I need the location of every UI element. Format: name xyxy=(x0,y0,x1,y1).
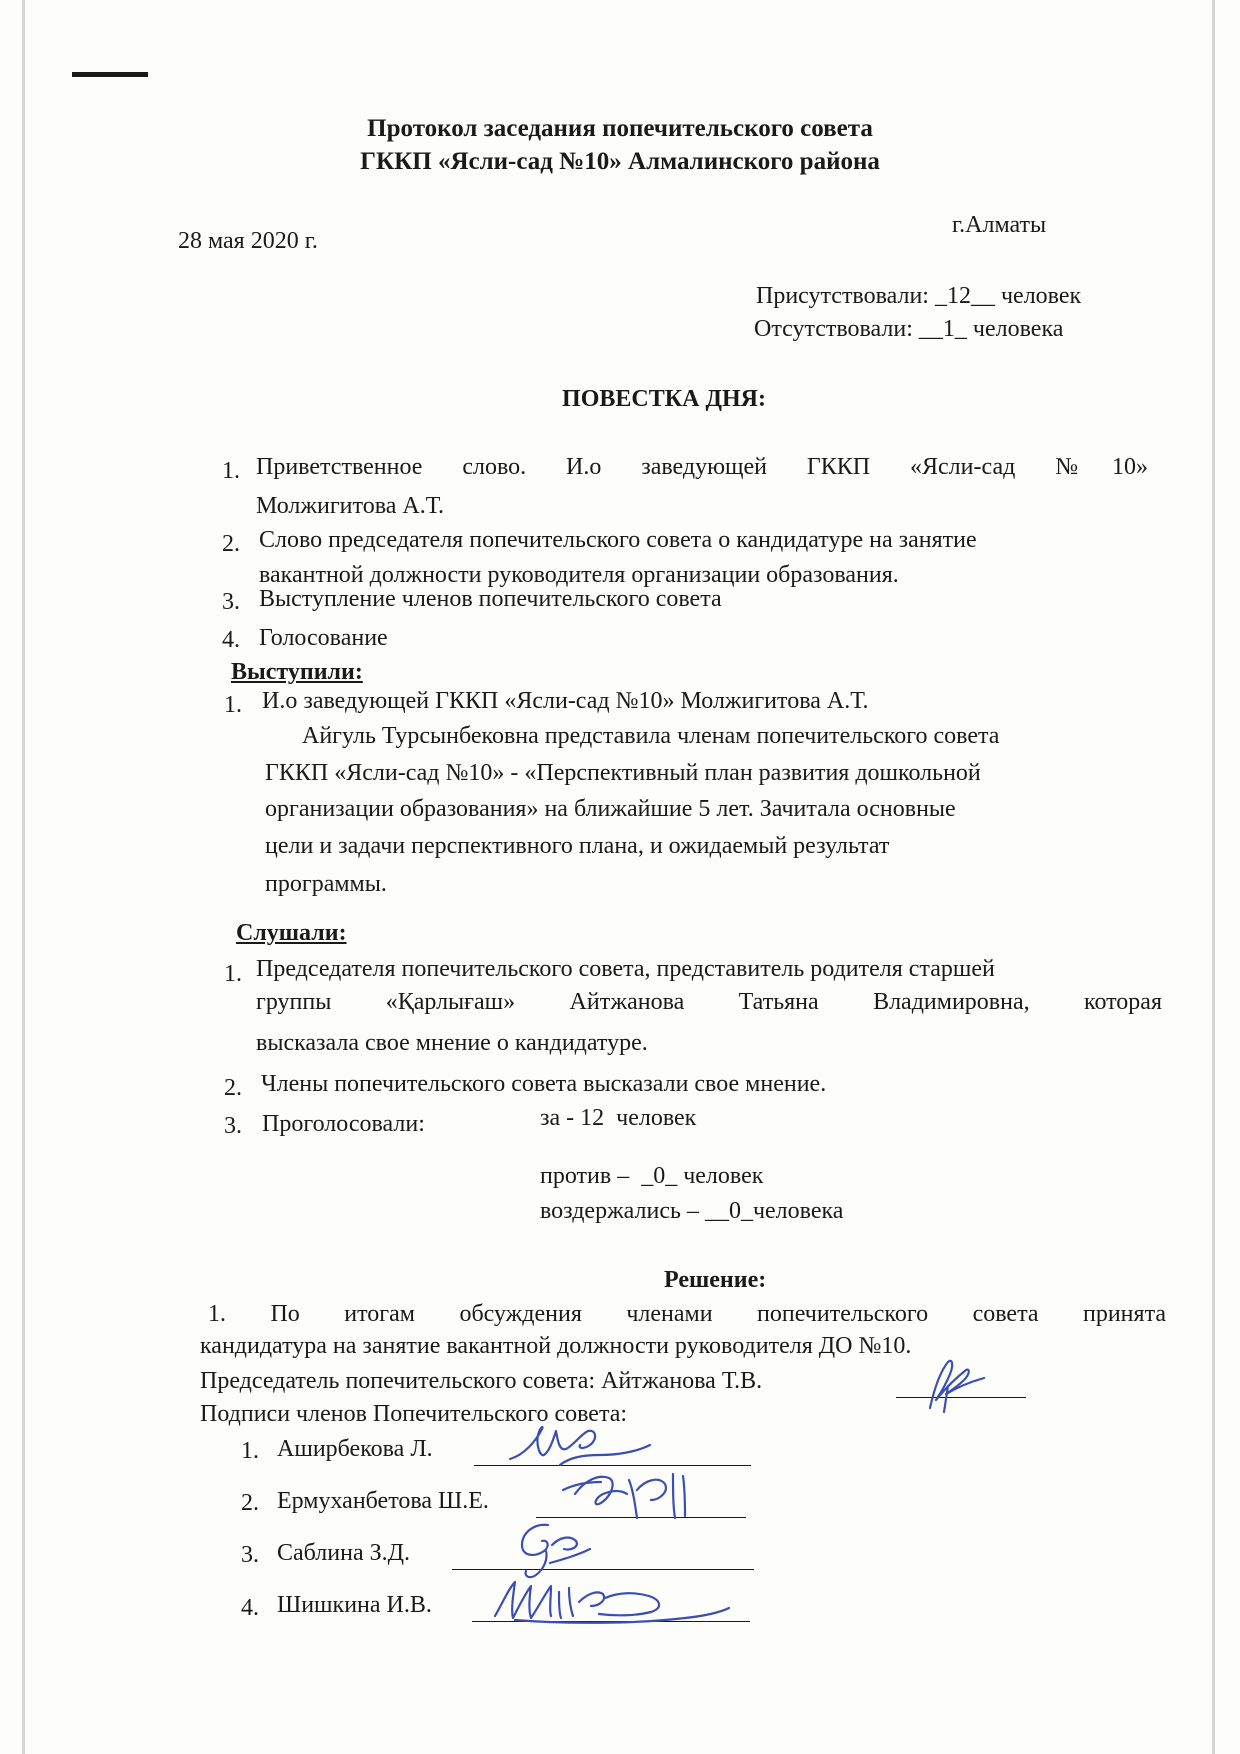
agenda-item-4-num: 4. xyxy=(222,627,240,653)
listened-item-2-line1: Члены попечительского совета высказали свое мнение. xyxy=(261,1071,827,1097)
chair-signature-label: Председатель попечительского совета: Айтжанова Т.В. xyxy=(200,1368,763,1394)
agenda-item-2-num: 2. xyxy=(222,531,240,557)
member-1-name: Аширбекова Л. xyxy=(277,1436,433,1462)
listened-item-2-num: 2. xyxy=(224,1075,242,1101)
speakers-heading: Выступили: xyxy=(231,659,363,685)
speakers-text-5: программы. xyxy=(265,871,387,897)
agenda-item-3-line1: Выступление членов попечительского совета xyxy=(259,586,722,612)
speakers-num: 1. xyxy=(224,692,242,718)
speakers-name: И.о заведующей ГККП «Ясли-сад №10» Молжигитова А.Т. xyxy=(262,688,869,714)
member-1-num: 1. xyxy=(241,1438,259,1464)
title-line-1: Протокол заседания попечительского совета xyxy=(367,115,873,142)
listened-item-1-num: 1. xyxy=(224,961,242,987)
top-mark xyxy=(72,72,148,77)
vote-label: Проголосовали: xyxy=(262,1111,425,1137)
absent-value: __1_ xyxy=(918,316,967,342)
agenda-item-1-line1: Приветственное слово. И.о заведующей ГККП «Ясли-сад №10» xyxy=(256,454,1148,480)
agenda-item-1-line2: Молжигитова А.Т. xyxy=(256,493,444,519)
listened-heading: Слушали: xyxy=(236,920,347,946)
absent-label: Отсутствовали: xyxy=(754,316,913,342)
attendance-absent xyxy=(754,316,1063,343)
decision-line-2: кандидатура на занятие вакантной должности руководителя ДО №10. xyxy=(200,1333,912,1359)
member-3-name: Саблина З.Д. xyxy=(277,1540,410,1566)
present-label: Присутствовали: xyxy=(756,283,929,309)
member-4-name: Шишкина И.В. xyxy=(277,1592,432,1618)
listened-item-1-line3: высказала свое мнение о кандидатуре. xyxy=(256,1030,648,1056)
chair-signature-icon xyxy=(900,1350,1010,1420)
title-line-2: ГККП «Ясли-сад №10» Алмалинского района xyxy=(360,148,880,175)
present-value: _12__ xyxy=(934,283,995,309)
vote-abstained: воздержались – __0_человека xyxy=(540,1198,844,1224)
present-unit: человек xyxy=(1000,283,1082,309)
members-label: Подписи членов Попечительского совета: xyxy=(200,1401,628,1427)
listened-item-1-line1: Председателя попечительского совета, представитель родителя старшей xyxy=(256,956,995,982)
scan-edge-right xyxy=(1212,0,1215,1754)
absent-unit: человека xyxy=(972,316,1064,342)
agenda-item-3-num: 3. xyxy=(222,589,240,615)
agenda-item-2-line2: вакантной должности руководителя организации образования. xyxy=(259,562,899,588)
member-4-signature-icon xyxy=(485,1572,745,1632)
speakers-text-1: Айгуль Турсынбековна представила членам попечительского совета xyxy=(302,723,1000,749)
decision-heading: Решение: xyxy=(664,1267,767,1293)
speakers-text-4: цели и задачи перспективного плана, и ожидаемый результат xyxy=(265,833,890,859)
meeting-city: г.Алматы xyxy=(952,212,1047,238)
member-3-num: 3. xyxy=(241,1542,259,1568)
speakers-text-2: ГККП «Ясли-сад №10» - «Перспективный план развития дошкольной xyxy=(265,760,981,786)
decision-line-1: 1. По итогам обсуждения членами попечительского совета принята xyxy=(208,1301,1166,1327)
agenda-heading: ПОВЕСТКА ДНЯ: xyxy=(562,386,766,412)
agenda-item-4-line1: Голосование xyxy=(259,625,388,651)
speakers-text-3: организации образования» на ближайшие 5 лет. Зачитала основные xyxy=(265,796,956,822)
attendance-present xyxy=(756,283,1081,310)
vote-num: 3. xyxy=(224,1113,242,1139)
agenda-item-1-num: 1. xyxy=(222,458,240,484)
vote-for: за - 12 человек xyxy=(540,1105,697,1131)
agenda-item-2-line1: Слово председателя попечительского совета о кандидатуре на занятие xyxy=(259,527,977,553)
scan-edge-left xyxy=(22,0,25,1754)
listened-item-1-line2: группы «Қарлығаш» Айтжанова Татьяна Владимировна, которая xyxy=(256,989,1162,1015)
member-2-name: Ермуханбетова Ш.Е. xyxy=(277,1488,489,1514)
member-4-num: 4. xyxy=(241,1595,259,1621)
member-2-num: 2. xyxy=(241,1490,259,1516)
vote-against: против – _0_ человек xyxy=(540,1163,764,1189)
meeting-date: 28 мая 2020 г. xyxy=(178,228,318,254)
